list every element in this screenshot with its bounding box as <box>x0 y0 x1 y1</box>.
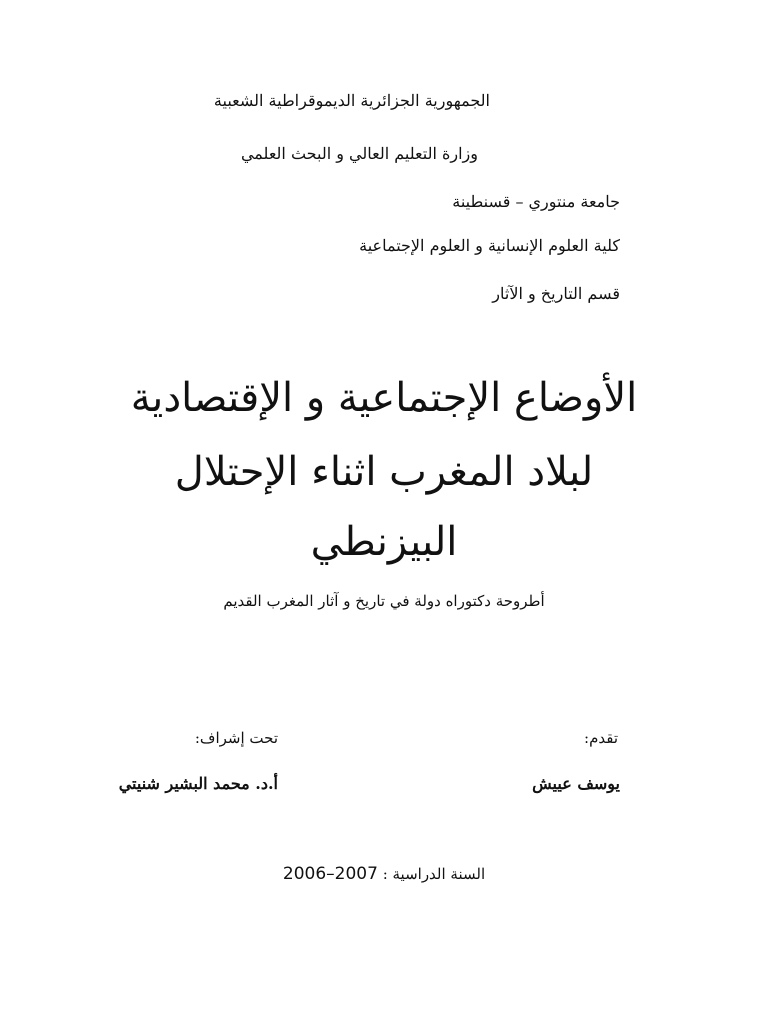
thesis-subtitle: أطروحة دكتوراه دولة في تاريخ و آثار المغرب القديم <box>223 592 545 610</box>
thesis-title-line-3: البيزنطي <box>310 519 458 565</box>
university-heading: جامعة منتوري – قسنطينة <box>452 192 620 211</box>
department-heading: قسم التاريخ و الآثار <box>492 284 620 303</box>
student-name: يوسف عييش <box>532 774 620 793</box>
republic-heading: الجمهورية الجزائرية الديموقراطية الشعبية <box>213 91 490 110</box>
supervision-label: تحت إشراف: <box>194 729 278 747</box>
supervisor-name: أ.د. محمد البشير شنيتي <box>118 774 278 793</box>
academic-year <box>0 864 768 884</box>
faculty-heading: كلية العلوم الإنسانية و العلوم الإجتماعية <box>359 236 620 255</box>
thesis-title-line-2: لبلاد المغرب اثناء الإحتلال <box>174 449 594 495</box>
ministry-heading: وزارة التعليم العالي و البحث العلمي <box>240 144 478 163</box>
presented-by-label: تقدم: <box>584 729 618 747</box>
thesis-title-line-1: الأوضاع الإجتماعية و الإقتصادية <box>130 375 638 421</box>
academic-year-value: 2006–2007 <box>282 864 378 884</box>
academic-year-label: السنة الدراسية : <box>382 865 486 883</box>
